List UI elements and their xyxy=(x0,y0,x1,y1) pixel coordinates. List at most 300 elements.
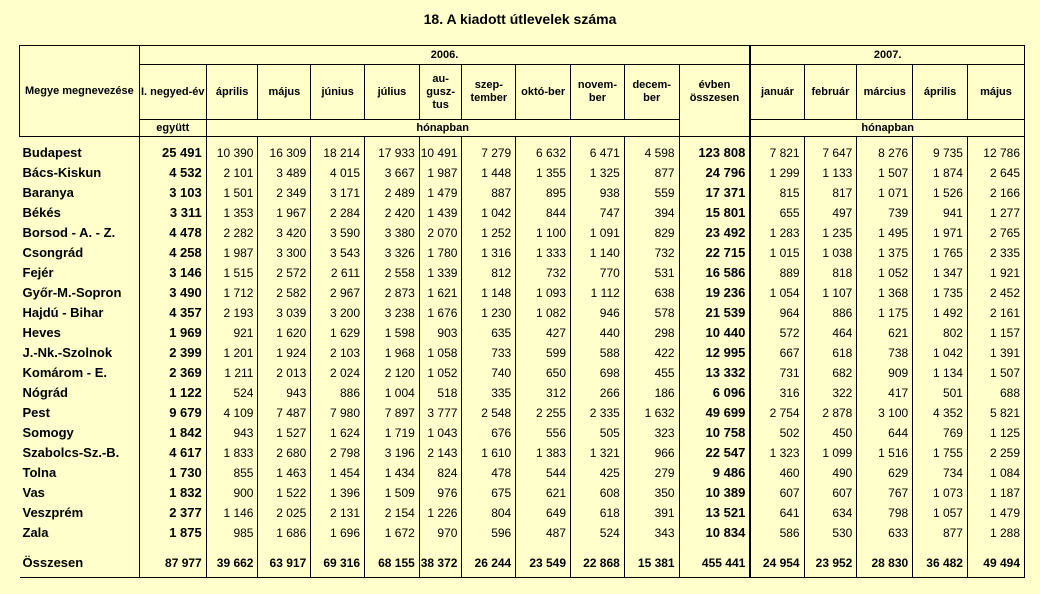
region-name: Győr-M.-Sopron xyxy=(20,283,140,303)
month-2007-header: május xyxy=(967,65,1024,120)
month-2006-value: 1 355 xyxy=(516,163,571,183)
month-2006-value: 391 xyxy=(624,503,679,523)
q1-value: 9 679 xyxy=(139,403,206,423)
month-2007-value: 2 335 xyxy=(967,243,1024,263)
month-2006-value: 18 214 xyxy=(311,137,365,164)
annual-total-value: 16 586 xyxy=(679,263,750,283)
region-name: Budapest xyxy=(20,137,140,164)
month-2006-header: április xyxy=(206,65,258,120)
annual-total-value: 49 699 xyxy=(679,403,750,423)
month-2007-value: 1 073 xyxy=(913,483,968,503)
month-2006-value: 335 xyxy=(462,383,516,403)
month-2007-header: február xyxy=(804,65,857,120)
month-2007-header: március xyxy=(857,65,913,120)
month-2006-value: 1 316 xyxy=(462,243,516,263)
month-2006-value: 2 572 xyxy=(258,263,311,283)
month-2006-value: 578 xyxy=(624,303,679,323)
month-2006-value: 732 xyxy=(624,243,679,263)
month-2006-value: 63 917 xyxy=(258,543,311,578)
month-2007-value: 1 375 xyxy=(857,243,913,263)
month-2006-value: 4 109 xyxy=(206,403,258,423)
month-2006-header: szep-tember xyxy=(462,65,516,120)
month-2007-value: 1 283 xyxy=(750,223,804,243)
month-2007-value: 802 xyxy=(913,323,968,343)
month-2007-value: 2 754 xyxy=(750,403,804,423)
table-row xyxy=(20,303,1025,323)
month-2006-value: 1 987 xyxy=(206,243,258,263)
month-2007-value: 1 299 xyxy=(750,163,804,183)
q1-sub-header: együtt xyxy=(139,120,206,137)
annual-total-value: 10 389 xyxy=(679,483,750,503)
month-2006-value: 2 013 xyxy=(258,363,311,383)
month-2006-value: 903 xyxy=(419,323,462,343)
month-2006-value: 1 091 xyxy=(571,223,625,243)
month-2006-header: május xyxy=(258,65,311,120)
month-2006-value: 618 xyxy=(571,503,625,523)
month-2006-value: 1 712 xyxy=(206,283,258,303)
month-2006-value: 1 676 xyxy=(419,303,462,323)
q1-value: 1 832 xyxy=(139,483,206,503)
month-2006-value: 829 xyxy=(624,223,679,243)
month-2006-value: 518 xyxy=(419,383,462,403)
month-2006-value: 900 xyxy=(206,483,258,503)
table-body xyxy=(20,137,1025,578)
month-2006-value: 1 515 xyxy=(206,263,258,283)
month-2006-value: 895 xyxy=(516,183,571,203)
month-2007-value: 909 xyxy=(857,363,913,383)
month-2006-value: 608 xyxy=(571,483,625,503)
month-2006-value: 1 052 xyxy=(419,363,462,383)
month-2007-value: 24 954 xyxy=(750,543,804,578)
month-2007-value: 1 368 xyxy=(857,283,913,303)
month-2006-value: 1 454 xyxy=(311,463,365,483)
month-2007-value: 497 xyxy=(804,203,857,223)
region-name: Veszprém xyxy=(20,503,140,523)
month-2006-value: 1 112 xyxy=(571,283,625,303)
month-2006-value: 649 xyxy=(516,503,571,523)
month-2007-value: 769 xyxy=(913,423,968,443)
month-2006-value: 938 xyxy=(571,183,625,203)
month-2007-value: 572 xyxy=(750,323,804,343)
month-2006-value: 559 xyxy=(624,183,679,203)
month-2006-value: 3 196 xyxy=(365,443,420,463)
month-2007-value: 501 xyxy=(913,383,968,403)
month-2006-value: 855 xyxy=(206,463,258,483)
month-2006-value: 650 xyxy=(516,363,571,383)
month-2007-value: 36 482 xyxy=(913,543,968,578)
annual-total-value: 10 834 xyxy=(679,523,750,543)
month-2006-value: 69 316 xyxy=(311,543,365,578)
month-2007-value: 667 xyxy=(750,343,804,363)
month-2006-value: 966 xyxy=(624,443,679,463)
month-2007-value: 634 xyxy=(804,503,857,523)
month-2007-value: 738 xyxy=(857,343,913,363)
month-2007-value: 322 xyxy=(804,383,857,403)
month-2006-value: 1 093 xyxy=(516,283,571,303)
month-2007-value: 1 735 xyxy=(913,283,968,303)
annual-total-value: 22 547 xyxy=(679,443,750,463)
month-2007-value: 682 xyxy=(804,363,857,383)
month-2006-value: 1 463 xyxy=(258,463,311,483)
month-2007-value: 621 xyxy=(857,323,913,343)
month-2007-value: 502 xyxy=(750,423,804,443)
month-2007-value: 815 xyxy=(750,183,804,203)
region-name: Szabolcs-Sz.-B. xyxy=(20,443,140,463)
month-2006-value: 2 143 xyxy=(419,443,462,463)
month-2006-value: 2 255 xyxy=(516,403,571,423)
table-row xyxy=(20,343,1025,363)
month-2006-value: 1 004 xyxy=(365,383,420,403)
month-2007-value: 7 821 xyxy=(750,137,804,164)
month-2006-value: 2 070 xyxy=(419,223,462,243)
month-2007-value: 464 xyxy=(804,323,857,343)
month-2007-value: 2 259 xyxy=(967,443,1024,463)
month-2006-value: 921 xyxy=(206,323,258,343)
month-2007-value: 886 xyxy=(804,303,857,323)
month-2007-value: 460 xyxy=(750,463,804,483)
q1-value: 2 377 xyxy=(139,503,206,523)
annual-total-value: 21 539 xyxy=(679,303,750,323)
month-2007-value: 818 xyxy=(804,263,857,283)
month-2007-value: 28 830 xyxy=(857,543,913,578)
month-2006-value: 1 509 xyxy=(365,483,420,503)
month-2006-value: 1 696 xyxy=(311,523,365,543)
table-row xyxy=(20,483,1025,503)
annual-total-value: 10 758 xyxy=(679,423,750,443)
month-2006-value: 1 522 xyxy=(258,483,311,503)
month-2006-value: 1 719 xyxy=(365,423,420,443)
month-2006-value: 2 154 xyxy=(365,503,420,523)
month-2007-value: 1 071 xyxy=(857,183,913,203)
annual-sub-header xyxy=(679,120,750,137)
month-2006-value: 1 353 xyxy=(206,203,258,223)
month-2006-value: 1 621 xyxy=(419,283,462,303)
month-2006-value: 524 xyxy=(571,523,625,543)
q1-value: 3 146 xyxy=(139,263,206,283)
month-2006-value: 877 xyxy=(624,163,679,183)
month-2007-value: 607 xyxy=(750,483,804,503)
month-2006-header: októ-ber xyxy=(516,65,571,120)
month-2006-value: 2 101 xyxy=(206,163,258,183)
month-2006-value: 1 968 xyxy=(365,343,420,363)
q1-value: 4 532 xyxy=(139,163,206,183)
annual-total-value: 24 796 xyxy=(679,163,750,183)
month-2007-value: 1 755 xyxy=(913,443,968,463)
month-2006-value: 1 629 xyxy=(311,323,365,343)
month-2007-value: 49 494 xyxy=(967,543,1024,578)
table-row xyxy=(20,323,1025,343)
q1-value: 1 875 xyxy=(139,523,206,543)
month-2006-value: 1 987 xyxy=(419,163,462,183)
region-name: Pest xyxy=(20,403,140,423)
month-2006-header: decem-ber xyxy=(624,65,679,120)
annual-total-value: 455 441 xyxy=(679,543,750,578)
month-2006-value: 427 xyxy=(516,323,571,343)
month-2007-value: 1 526 xyxy=(913,183,968,203)
month-2007-value: 941 xyxy=(913,203,968,223)
month-2006-value: 279 xyxy=(624,463,679,483)
month-2006-value: 3 667 xyxy=(365,163,420,183)
month-2006-value: 596 xyxy=(462,523,516,543)
month-2007-value: 739 xyxy=(857,203,913,223)
month-2006-value: 186 xyxy=(624,383,679,403)
month-2006-value: 1 058 xyxy=(419,343,462,363)
month-2006-value: 2 582 xyxy=(258,283,311,303)
annual-total-value: 12 995 xyxy=(679,343,750,363)
month-2006-value: 23 549 xyxy=(516,543,571,578)
month-2006-value: 505 xyxy=(571,423,625,443)
month-2006-value: 1 043 xyxy=(419,423,462,443)
month-2006-value: 4 598 xyxy=(624,137,679,164)
table-row xyxy=(20,423,1025,443)
month-2006-value: 844 xyxy=(516,203,571,223)
month-2006-value: 6 632 xyxy=(516,137,571,164)
annual-total-value: 123 808 xyxy=(679,137,750,164)
month-2006-value: 487 xyxy=(516,523,571,543)
q1-value: 4 258 xyxy=(139,243,206,263)
month-2006-value: 2 335 xyxy=(571,403,625,423)
month-2006-value: 1 434 xyxy=(365,463,420,483)
month-2007-value: 1 134 xyxy=(913,363,968,383)
annual-total-value: 17 371 xyxy=(679,183,750,203)
table-row xyxy=(20,223,1025,243)
region-name: Heves xyxy=(20,323,140,343)
region-name: Vas xyxy=(20,483,140,503)
month-2006-value: 1 632 xyxy=(624,403,679,423)
month-2006-value: 2 193 xyxy=(206,303,258,323)
month-2006-value: 2 349 xyxy=(258,183,311,203)
month-2006-value: 675 xyxy=(462,483,516,503)
month-2006-value: 7 897 xyxy=(365,403,420,423)
month-2006-value: 3 200 xyxy=(311,303,365,323)
month-2007-value: 8 276 xyxy=(857,137,913,164)
month-2007-value: 490 xyxy=(804,463,857,483)
month-2006-value: 740 xyxy=(462,363,516,383)
month-2006-value: 3 777 xyxy=(419,403,462,423)
region-name: Tolna xyxy=(20,463,140,483)
month-2006-value: 2 420 xyxy=(365,203,420,223)
month-2007-value: 316 xyxy=(750,383,804,403)
month-2006-value: 3 489 xyxy=(258,163,311,183)
month-2007-value: 1 495 xyxy=(857,223,913,243)
month-2006-value: 1 042 xyxy=(462,203,516,223)
month-2007-value: 1 133 xyxy=(804,163,857,183)
month-2007-value: 655 xyxy=(750,203,804,223)
table-row xyxy=(20,243,1025,263)
month-2006-value: 425 xyxy=(571,463,625,483)
table-row xyxy=(20,363,1025,383)
month-2006-value: 1 201 xyxy=(206,343,258,363)
table-row xyxy=(20,443,1025,463)
month-2006-value: 3 380 xyxy=(365,223,420,243)
month-2007-value: 417 xyxy=(857,383,913,403)
month-2007-value: 618 xyxy=(804,343,857,363)
month-2006-value: 3 300 xyxy=(258,243,311,263)
month-2007-value: 530 xyxy=(804,523,857,543)
month-2006-value: 3 420 xyxy=(258,223,311,243)
month-2007-value: 734 xyxy=(913,463,968,483)
monthly-2007-header: hónapban xyxy=(750,120,1024,137)
table-row xyxy=(20,183,1025,203)
month-2007-value: 1 052 xyxy=(857,263,913,283)
annual-total-value: 19 236 xyxy=(679,283,750,303)
month-header-row xyxy=(20,65,1025,120)
month-2006-value: 1 230 xyxy=(462,303,516,323)
month-2006-value: 1 672 xyxy=(365,523,420,543)
month-2007-value: 1 516 xyxy=(857,443,913,463)
month-2006-value: 3 039 xyxy=(258,303,311,323)
q1-value: 3 490 xyxy=(139,283,206,303)
q1-value: 4 617 xyxy=(139,443,206,463)
month-2007-value: 1 015 xyxy=(750,243,804,263)
month-2007-value: 1 125 xyxy=(967,423,1024,443)
month-2006-value: 422 xyxy=(624,343,679,363)
month-2006-value: 1 325 xyxy=(571,163,625,183)
month-2006-value: 733 xyxy=(462,343,516,363)
month-2006-header: novem-ber xyxy=(571,65,625,120)
q1-value: 1 730 xyxy=(139,463,206,483)
q1-value: 1 122 xyxy=(139,383,206,403)
month-2007-value: 1 921 xyxy=(967,263,1024,283)
region-name: Hajdú - Bihar xyxy=(20,303,140,323)
annual-total-value: 10 440 xyxy=(679,323,750,343)
month-2006-value: 2 558 xyxy=(365,263,420,283)
month-2006-value: 2 611 xyxy=(311,263,365,283)
q1-value: 1 842 xyxy=(139,423,206,443)
q1-value: 3 311 xyxy=(139,203,206,223)
month-2006-value: 2 548 xyxy=(462,403,516,423)
monthly-2006-header: hónapban xyxy=(206,120,679,137)
month-2006-value: 524 xyxy=(206,383,258,403)
month-2006-value: 1 148 xyxy=(462,283,516,303)
month-2006-value: 266 xyxy=(571,383,625,403)
month-2006-value: 556 xyxy=(516,423,571,443)
month-2007-value: 1 288 xyxy=(967,523,1024,543)
month-2006-value: 10 491 xyxy=(419,137,462,164)
month-2006-value: 1 321 xyxy=(571,443,625,463)
month-2007-header: január xyxy=(750,65,804,120)
month-2006-value: 1 383 xyxy=(516,443,571,463)
month-2006-value: 1 211 xyxy=(206,363,258,383)
month-2007-value: 1 507 xyxy=(857,163,913,183)
month-2006-value: 1 146 xyxy=(206,503,258,523)
month-2006-value: 976 xyxy=(419,483,462,503)
month-2006-value: 621 xyxy=(516,483,571,503)
q1-value: 25 491 xyxy=(139,137,206,164)
month-2006-value: 3 543 xyxy=(311,243,365,263)
month-2007-value: 1 175 xyxy=(857,303,913,323)
month-2007-value: 23 952 xyxy=(804,543,857,578)
month-2007-value: 1 057 xyxy=(913,503,968,523)
month-2006-value: 1 610 xyxy=(462,443,516,463)
month-2006-value: 1 598 xyxy=(365,323,420,343)
month-2007-value: 633 xyxy=(857,523,913,543)
month-2006-value: 6 471 xyxy=(571,137,625,164)
month-2006-value: 4 015 xyxy=(311,163,365,183)
month-2007-value: 1 038 xyxy=(804,243,857,263)
month-2007-value: 12 786 xyxy=(967,137,1024,164)
month-2006-value: 1 686 xyxy=(258,523,311,543)
month-2006-value: 323 xyxy=(624,423,679,443)
month-2006-value: 15 381 xyxy=(624,543,679,578)
table-row xyxy=(20,137,1025,164)
region-name: Nógrád xyxy=(20,383,140,403)
month-2007-value: 2 452 xyxy=(967,283,1024,303)
month-2007-value: 877 xyxy=(913,523,968,543)
month-2006-value: 588 xyxy=(571,343,625,363)
month-2006-value: 350 xyxy=(624,483,679,503)
annual-header: évben összesen xyxy=(679,65,750,120)
month-2006-value: 2 120 xyxy=(365,363,420,383)
month-2007-value: 3 100 xyxy=(857,403,913,423)
table-row xyxy=(20,203,1025,223)
month-2006-value: 343 xyxy=(624,523,679,543)
month-2006-value: 638 xyxy=(624,283,679,303)
month-2006-value: 1 780 xyxy=(419,243,462,263)
passport-table xyxy=(19,45,1025,578)
month-2006-value: 1 333 xyxy=(516,243,571,263)
table-row xyxy=(20,163,1025,183)
table-row xyxy=(20,523,1025,543)
month-2007-value: 1 347 xyxy=(913,263,968,283)
month-2007-value: 1 084 xyxy=(967,463,1024,483)
month-2007-value: 767 xyxy=(857,483,913,503)
month-2006-value: 1 339 xyxy=(419,263,462,283)
month-2007-value: 2 166 xyxy=(967,183,1024,203)
month-2006-value: 946 xyxy=(571,303,625,323)
annual-total-value: 6 096 xyxy=(679,383,750,403)
month-2007-value: 1 765 xyxy=(913,243,968,263)
month-2007-value: 1 507 xyxy=(967,363,1024,383)
month-2006-value: 2 284 xyxy=(311,203,365,223)
month-2007-value: 1 323 xyxy=(750,443,804,463)
month-2006-value: 698 xyxy=(571,363,625,383)
region-name: Baranya xyxy=(20,183,140,203)
month-2006-value: 1 967 xyxy=(258,203,311,223)
month-2006-value: 2 131 xyxy=(311,503,365,523)
month-2006-value: 298 xyxy=(624,323,679,343)
q1-value: 3 103 xyxy=(139,183,206,203)
annual-total-value: 13 332 xyxy=(679,363,750,383)
month-2007-value: 586 xyxy=(750,523,804,543)
month-2006-value: 312 xyxy=(516,383,571,403)
month-2006-header: au-gusz-tus xyxy=(419,65,462,120)
month-2006-value: 38 372 xyxy=(419,543,462,578)
q1-value: 4 357 xyxy=(139,303,206,323)
q1-value: 87 977 xyxy=(139,543,206,578)
month-2007-value: 641 xyxy=(750,503,804,523)
region-name: Bács-Kiskun xyxy=(20,163,140,183)
month-2006-value: 1 448 xyxy=(462,163,516,183)
month-2007-value: 1 479 xyxy=(967,503,1024,523)
month-2006-value: 2 967 xyxy=(311,283,365,303)
region-header: Megye megnevezése xyxy=(20,46,140,137)
month-2007-value: 629 xyxy=(857,463,913,483)
month-2007-value: 2 765 xyxy=(967,223,1024,243)
month-2007-value: 798 xyxy=(857,503,913,523)
month-2006-value: 1 252 xyxy=(462,223,516,243)
q1-value: 1 969 xyxy=(139,323,206,343)
table-row xyxy=(20,403,1025,423)
month-2006-value: 3 171 xyxy=(311,183,365,203)
month-2006-value: 478 xyxy=(462,463,516,483)
month-2006-value: 2 103 xyxy=(311,343,365,363)
month-2006-header: június xyxy=(311,65,365,120)
month-2007-value: 731 xyxy=(750,363,804,383)
month-2006-value: 544 xyxy=(516,463,571,483)
table-row xyxy=(20,263,1025,283)
month-2007-value: 644 xyxy=(857,423,913,443)
